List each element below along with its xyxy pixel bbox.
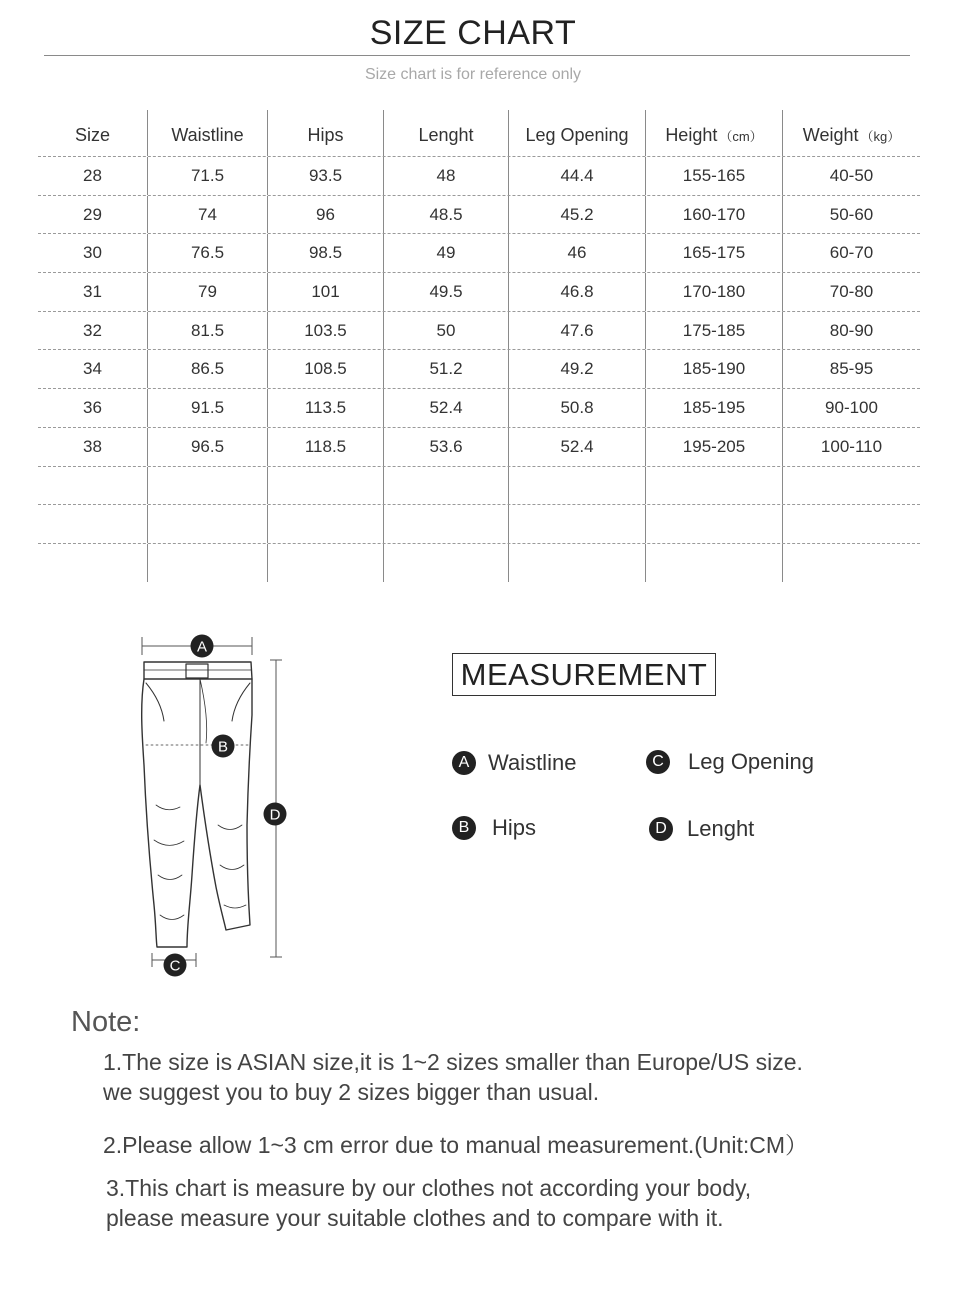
table-cell: 46.8 bbox=[509, 273, 646, 311]
table-cell: 48 bbox=[384, 157, 509, 195]
table-row bbox=[38, 350, 920, 389]
legend-label: Leg Opening bbox=[688, 749, 814, 774]
header-waistline: Waistline bbox=[148, 110, 268, 156]
table-cell: 100-110 bbox=[820, 436, 883, 456]
legend-item-waistline bbox=[452, 750, 576, 776]
header-hips: Hips bbox=[268, 110, 384, 156]
header-height-unit: （cm） bbox=[719, 128, 763, 144]
table-cell: 70-80 bbox=[829, 281, 874, 301]
table-header-row bbox=[38, 110, 920, 157]
table-row bbox=[38, 428, 920, 467]
table-cell: 81.5 bbox=[148, 312, 268, 350]
table-cell: 113.5 bbox=[268, 389, 384, 427]
legend-label: Hips bbox=[492, 815, 537, 840]
badge-b-icon: B bbox=[452, 816, 476, 840]
table-cell: 31 bbox=[38, 273, 148, 311]
table-empty-row bbox=[38, 467, 920, 506]
table-cell: 155-165 bbox=[646, 157, 783, 195]
marker-b bbox=[212, 735, 235, 758]
table-cell: 47.6 bbox=[509, 312, 646, 350]
note-line-5: please measure your suitable clothes and to compare with it. bbox=[106, 1205, 724, 1231]
header-size: Size bbox=[38, 110, 148, 156]
legend-item-leg-opening bbox=[646, 749, 814, 775]
table-empty-row bbox=[38, 544, 920, 583]
table-cell: 80-90 bbox=[829, 320, 874, 340]
table-row bbox=[38, 273, 920, 312]
size-table bbox=[38, 110, 920, 582]
table-cell: 30 bbox=[38, 234, 148, 272]
header-height-label: Height bbox=[665, 124, 718, 145]
table-cell: 90-100 bbox=[825, 397, 878, 417]
legend-label: Lenght bbox=[687, 816, 755, 841]
table-cell: 44.4 bbox=[509, 157, 646, 195]
table-cell: 49 bbox=[384, 234, 509, 272]
table-cell: 50 bbox=[384, 312, 509, 350]
table-cell: 50.8 bbox=[509, 389, 646, 427]
table-cell: 74 bbox=[148, 196, 268, 234]
table-cell: 36 bbox=[38, 389, 148, 427]
pants-sketch bbox=[142, 662, 252, 947]
pants-diagram bbox=[120, 625, 320, 985]
table-cell: 28 bbox=[38, 157, 148, 195]
table-cell: 29 bbox=[38, 196, 148, 234]
svg-text:A: A bbox=[196, 638, 208, 656]
table-cell: 34 bbox=[38, 350, 148, 388]
marker-c bbox=[164, 954, 187, 977]
header-weight bbox=[783, 110, 920, 156]
header-length: Lenght bbox=[384, 110, 509, 156]
table-cell: 45.2 bbox=[509, 196, 646, 234]
measurement-title: MEASUREMENT bbox=[452, 653, 716, 696]
table-cell: 103.5 bbox=[268, 312, 384, 350]
table-cell: 96 bbox=[268, 196, 384, 234]
table-cell: 49.5 bbox=[384, 273, 509, 311]
table-cell: 185-195 bbox=[646, 389, 783, 427]
table-cell: 118.5 bbox=[268, 428, 384, 466]
dimension-lines bbox=[142, 637, 282, 967]
title-divider bbox=[44, 55, 910, 56]
table-cell: 93.5 bbox=[268, 157, 384, 195]
table-cell: 53.6 bbox=[384, 428, 509, 466]
svg-text:D: D bbox=[269, 806, 281, 824]
note-line-4: 3.This chart is measure by our clothes not according your body, bbox=[106, 1175, 752, 1201]
badge-c-icon: C bbox=[646, 750, 670, 774]
table-cell: 51.2 bbox=[384, 350, 509, 388]
marker-a bbox=[191, 635, 214, 658]
svg-text:C: C bbox=[169, 957, 181, 975]
table-cell: 165-175 bbox=[646, 234, 783, 272]
table-cell: 79 bbox=[148, 273, 268, 311]
marker-d bbox=[264, 803, 287, 826]
table-row bbox=[38, 312, 920, 351]
table-cell: 85-95 bbox=[829, 359, 874, 379]
header-leg-opening: Leg Opening bbox=[509, 110, 646, 156]
table-cell: 60-70 bbox=[829, 243, 874, 263]
table-cell: 98.5 bbox=[268, 234, 384, 272]
legend-item-length bbox=[649, 816, 754, 842]
table-cell: 195-205 bbox=[646, 428, 783, 466]
table-cell: 38 bbox=[38, 428, 148, 466]
note-line-1: 1.The size is ASIAN size,it is 1~2 sizes smaller than Europe/US size. bbox=[103, 1049, 803, 1075]
table-cell: 160-170 bbox=[646, 196, 783, 234]
table-cell: 48.5 bbox=[384, 196, 509, 234]
table-cell: 108.5 bbox=[268, 350, 384, 388]
notes-title: Note: bbox=[71, 1006, 141, 1038]
legend-item-hips bbox=[452, 815, 536, 841]
table-empty-row bbox=[38, 505, 920, 544]
table-cell: 52.4 bbox=[384, 389, 509, 427]
table-cell: 50-60 bbox=[829, 204, 874, 224]
note-line-2: we suggest you to buy 2 sizes bigger than usual. bbox=[103, 1079, 600, 1105]
table-cell: 91.5 bbox=[148, 389, 268, 427]
table-cell: 52.4 bbox=[509, 428, 646, 466]
header-weight-label: Weight bbox=[802, 124, 859, 145]
table-cell: 185-190 bbox=[646, 350, 783, 388]
table-cell: 46 bbox=[509, 234, 646, 272]
table-cell: 101 bbox=[268, 273, 384, 311]
table-cell: 32 bbox=[38, 312, 148, 350]
page-subtitle: Size chart is for reference only bbox=[364, 66, 582, 83]
table-row bbox=[38, 157, 920, 196]
table-row bbox=[38, 389, 920, 428]
table-cell: 40-50 bbox=[829, 165, 874, 185]
table-cell: 76.5 bbox=[148, 234, 268, 272]
table-cell: 170-180 bbox=[646, 273, 783, 311]
table-cell: 49.2 bbox=[509, 350, 646, 388]
legend-label: Waistline bbox=[488, 750, 577, 775]
table-row bbox=[38, 196, 920, 235]
header-weight-unit: （kg） bbox=[860, 128, 901, 144]
table-cell: 175-185 bbox=[646, 312, 783, 350]
badge-a-icon: A bbox=[452, 751, 476, 775]
note-line-3: 2.Please allow 1~3 cm error due to manual measurement.(Unit:CM） bbox=[103, 1132, 808, 1158]
page-title: SIZE CHART bbox=[369, 14, 577, 52]
badge-d-icon: D bbox=[649, 817, 673, 841]
header-height bbox=[646, 110, 783, 156]
table-cell: 71.5 bbox=[148, 157, 268, 195]
table-row bbox=[38, 234, 920, 273]
table-cell: 96.5 bbox=[148, 428, 268, 466]
table-cell: 86.5 bbox=[148, 350, 268, 388]
svg-text:B: B bbox=[217, 738, 229, 756]
